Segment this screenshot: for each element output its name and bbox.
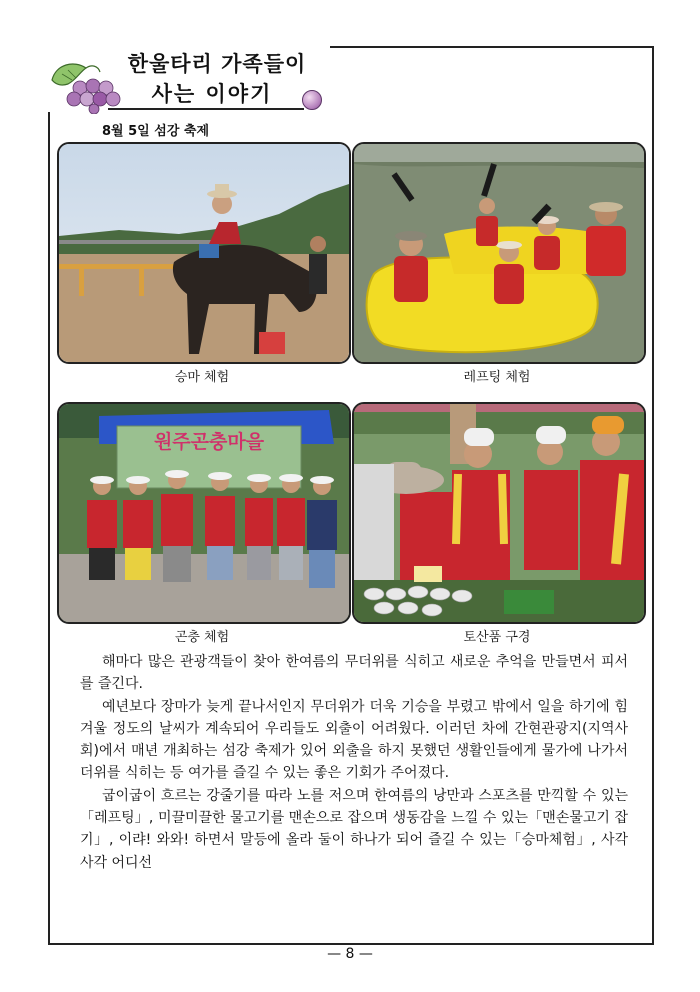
frame-top-border — [330, 46, 654, 48]
page-title-line1: 한울타리 가족들이 — [127, 52, 307, 76]
photo-insect-experience — [57, 402, 351, 624]
article-paragraph: 굽이굽이 흐르는 강줄기를 따라 노를 저으며 한여름의 낭만과 스포츠를 만끽할 수 있는「레프팅」, 미끌미끌한 물고기를 맨손으로 잡으며 생동감을 느낄 수 있는「맨손물고기 잡기」, 이랴! 와와! 하면서 말등에 올라 둘이 하나가 되어 즐길 수 있는「승마체험」, 사각사각 어디선 — [80, 787, 628, 871]
section-date-heading: 8월 5일 섬강 축제 — [102, 124, 210, 139]
frame-bottom-border — [48, 943, 654, 945]
caption-local-products: 토산품 구경 — [463, 630, 531, 645]
caption-rafting: 레프팅 체험 — [463, 370, 531, 385]
article-body — [80, 651, 628, 874]
photo-local-products — [352, 402, 646, 624]
frame-left-border — [48, 112, 50, 944]
frame-right-border — [652, 46, 654, 944]
article-paragraph: 해마다 많은 관광객들이 찾아 한여름의 무더위를 식히고 새로운 추억을 만들면서 피서를 즐긴다. — [80, 654, 628, 693]
page-title-line2: 사는 이야기 — [151, 82, 273, 106]
photo-rafting — [352, 142, 646, 364]
page-number: — 8 — — [327, 946, 373, 962]
article-paragraph: 예년보다 장마가 늦게 끝나서인지 무더위가 더욱 기승을 부렸고 밖에서 일을 하기에 힘겨울 정도의 날씨가 계속되어 우리들도 외출이 어려웠다. 이러던 차에 간현관광지(지역사회)에서 매년 개최하는 섬강 축제가 있어 외출을 하지 못했던 생활인들에게 물가에 나가서 더위를 식히는 등 여가를 즐길 수 있는 좋은 기회가 주어졌다. — [80, 698, 628, 782]
caption-insect-experience: 곤충 체험 — [174, 630, 230, 645]
photo-horse-riding — [57, 142, 351, 364]
title-underline — [108, 108, 304, 110]
grape-dot-icon — [302, 90, 322, 110]
banner-sign-text: 원주곤충마을 — [153, 431, 265, 453]
caption-horse-riding: 승마 체험 — [174, 370, 230, 385]
